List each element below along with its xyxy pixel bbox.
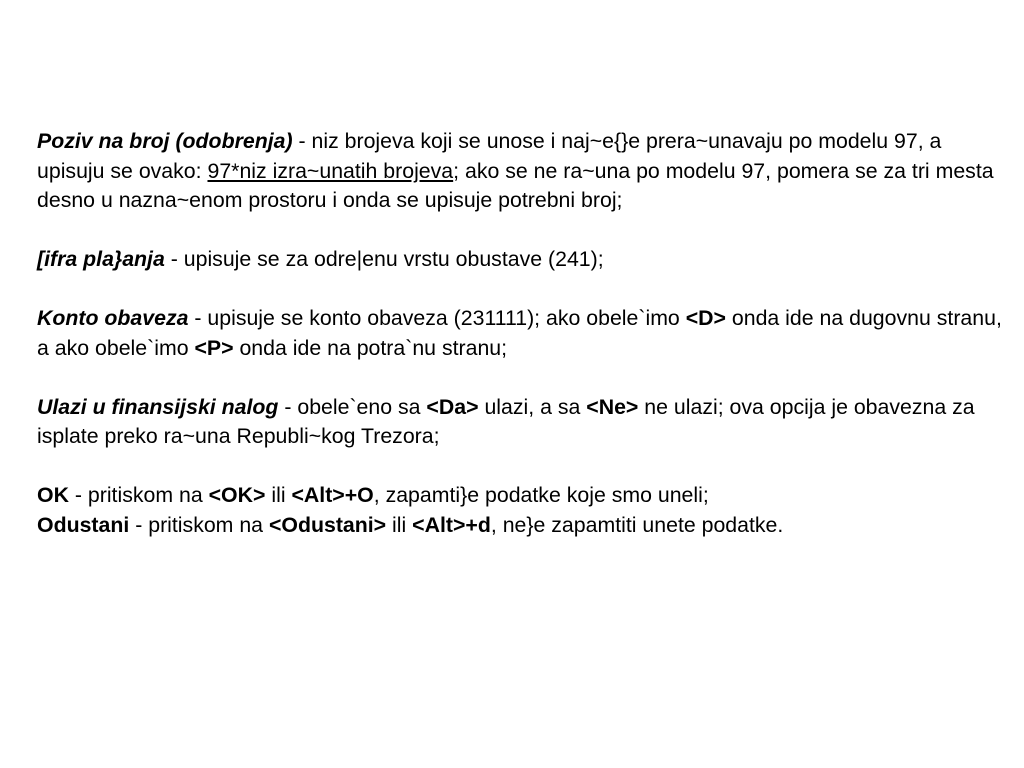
paragraph-poziv-na-broj	[37, 127, 1012, 216]
text-segment: ; ako se ne ra~una po modelu 97, pomera se za tri mesta desno u nazna~enom prostoru i onda se upisuje potrebni broj;	[37, 158, 994, 212]
key-ne: <Ne>	[586, 394, 639, 419]
paragraph-ulazi-u-finansijski-nalog	[37, 393, 1012, 452]
text-segment: - pritiskom na	[129, 512, 269, 537]
text-segment: ne ulazi; ova opcija je obavezna za isplate preko ra~una Republi~kog Trezora;	[37, 394, 975, 448]
term-poziv-na-broj: Poziv na broj (odobrenja)	[37, 129, 293, 153]
text-segment: - upisuje se za odre|enu vrstu obustave (241);	[164, 247, 604, 271]
text-segment: ili	[265, 483, 292, 507]
key-alt-d: <Alt>+d	[412, 512, 491, 537]
text-segment: - niz brojeva koji se unose i naj~e{}e prera~unavaju po modelu 97, a upisuju se ovako:	[37, 129, 942, 183]
text-segment: ili	[386, 512, 413, 537]
slide-body	[37, 127, 1012, 540]
text-segment: , zapamti}e podatke koje smo uneli;	[373, 483, 709, 507]
paragraph-odustani	[37, 511, 1012, 541]
text-segment: - pritiskom na	[68, 483, 209, 507]
paragraph-sifra-placanja	[37, 245, 1012, 275]
paragraph-konto-obaveza	[37, 304, 1012, 363]
key-d: <D>	[685, 306, 726, 330]
text-segment: onda ide na potra`nu stranu;	[233, 335, 508, 360]
key-p: <P>	[194, 335, 234, 360]
underlined-format-example: 97*niz izra~unatih brojeva	[207, 158, 454, 183]
text-segment: , ne}e zapamtiti unete podatke.	[490, 512, 784, 537]
paragraph-ok	[37, 481, 1012, 511]
key-odustani: <Odustani>	[268, 512, 387, 537]
term-ulazi-u-finansijski-nalog: Ulazi u finansijski nalog	[37, 394, 279, 419]
text-segment: ulazi, a sa	[478, 394, 587, 419]
term-ok: OK	[37, 483, 69, 507]
key-ok: <OK>	[208, 483, 266, 507]
key-alt-o: <Alt>+O	[291, 483, 374, 507]
text-segment: - obele`eno sa	[278, 394, 427, 419]
text-segment: onda ide na dugovnu stranu, a ako obele`imo	[37, 306, 1002, 360]
term-konto-obaveza: Konto obaveza	[37, 306, 189, 330]
term-odustani: Odustani	[37, 512, 130, 537]
text-segment: - upisuje se konto obaveza (231111); ako obele`imo	[188, 306, 686, 330]
key-da: <Da>	[426, 394, 479, 419]
term-sifra-placanja: [ifra pla}anja	[37, 247, 165, 271]
